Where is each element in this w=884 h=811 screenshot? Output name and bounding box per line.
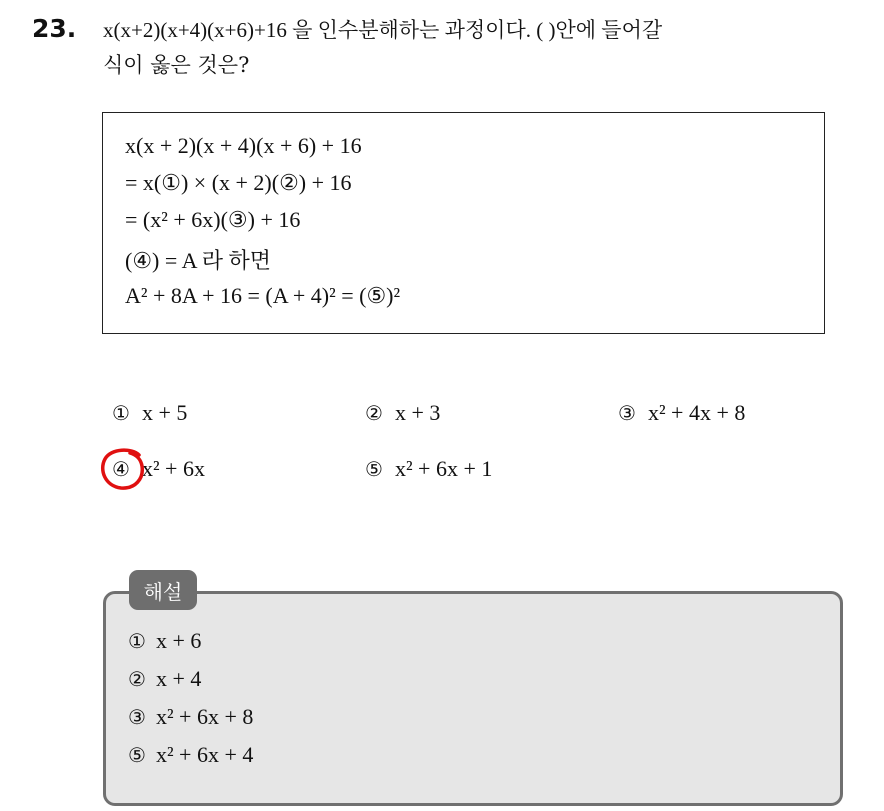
solution-expression: x + 6 <box>155 628 202 653</box>
solution-expression: x² + 6x + 8 <box>155 704 254 729</box>
choice-number: ④ <box>112 457 130 481</box>
solution-line <box>128 628 201 654</box>
choice-1[interactable] <box>112 400 187 426</box>
choice-5[interactable] <box>365 456 492 482</box>
solution-number: ① <box>128 629 146 653</box>
solution-number: ③ <box>128 705 146 729</box>
choice-3[interactable] <box>618 400 745 426</box>
choice-expression: x + 5 <box>141 400 188 425</box>
process-box <box>102 112 825 334</box>
process-line: (④) = A 라 하면 <box>125 248 271 273</box>
choice-expression: x + 3 <box>394 400 441 425</box>
solution-line <box>128 742 253 768</box>
process-line: x(x + 2)(x + 4)(x + 6) + 16 <box>125 133 362 158</box>
solution-title: 해설 <box>129 570 197 610</box>
choice-number: ② <box>365 401 383 425</box>
solution-line <box>128 704 253 730</box>
question-text-line-1: x(x+2)(x+4)(x+6)+16 을 인수분해하는 과정이다. ( )안에 들어갈 <box>103 18 663 42</box>
choice-expression: x² + 6x + 1 <box>394 456 493 481</box>
answer-circle-mark <box>99 446 147 492</box>
solution-box <box>103 591 843 806</box>
choice-expression: x² + 6x <box>141 456 205 481</box>
choice-number: ⑤ <box>365 457 383 481</box>
solution-number: ⑤ <box>128 743 146 767</box>
solution-line <box>128 666 201 692</box>
process-line: = x(①) × (x + 2)(②) + 16 <box>125 170 352 195</box>
solution-expression: x² + 6x + 4 <box>155 742 254 767</box>
solution-expression: x + 4 <box>155 666 202 691</box>
choice-2[interactable] <box>365 400 440 426</box>
choice-expression: x² + 4x + 8 <box>647 400 746 425</box>
solution-number: ② <box>128 667 146 691</box>
process-line: A² + 8A + 16 = (A + 4)² = (⑤)² <box>125 283 401 308</box>
process-line: = (x² + 6x)(③) + 16 <box>125 207 301 232</box>
choice-number: ③ <box>618 401 636 425</box>
choice-number: ① <box>112 401 130 425</box>
question-text-line-2: 식이 옳은 것은? <box>103 53 250 77</box>
question-number: 23. <box>32 14 77 43</box>
